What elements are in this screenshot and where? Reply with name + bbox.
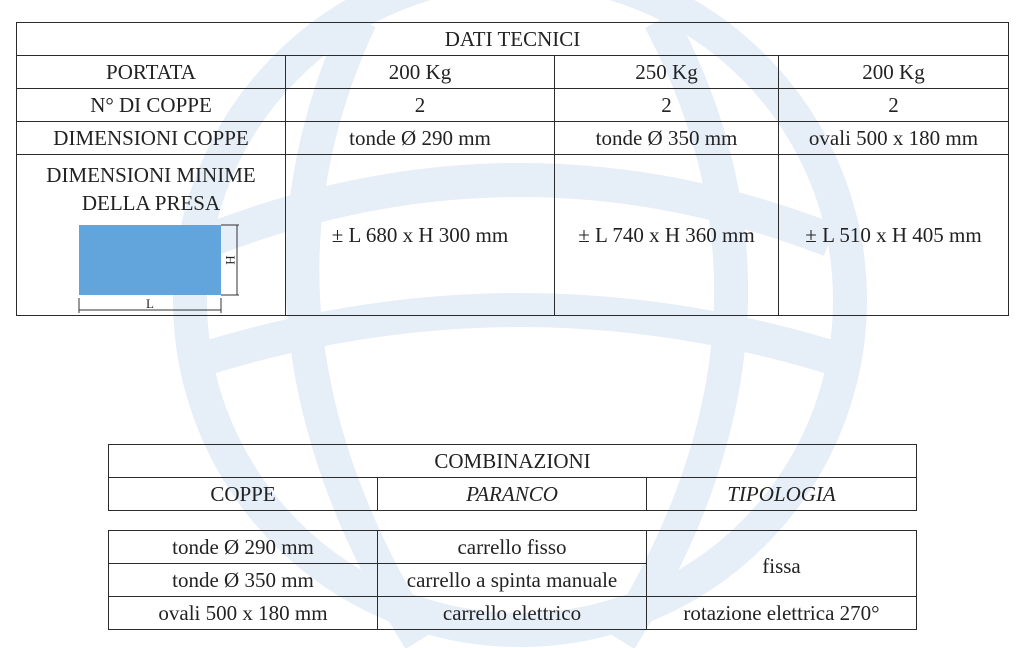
table-cell: tonde Ø 290 mm: [286, 122, 555, 155]
table-row: [109, 531, 917, 564]
combinations-table: [108, 530, 917, 630]
table-cell: ± L 740 x H 360 mm: [555, 155, 779, 316]
row-label: PORTATA: [17, 56, 286, 89]
row-label: [17, 155, 286, 316]
table-cell: carrello a spinta manuale: [378, 564, 647, 597]
table-cell: tonde Ø 350 mm: [555, 122, 779, 155]
table-cell: ovali 500 x 180 mm: [779, 122, 1009, 155]
table-row: [109, 597, 917, 630]
table-header-row: [17, 23, 1009, 56]
row-label: DIMENSIONI COPPE: [17, 122, 286, 155]
table-row: [17, 56, 1009, 89]
table-cell: 200 Kg: [779, 56, 1009, 89]
technical-data-table: [16, 22, 1009, 316]
width-label: L: [146, 296, 154, 311]
table-cell: ± L 510 x H 405 mm: [779, 155, 1009, 316]
table-cell: rotazione elettrica 270°: [647, 597, 917, 630]
table-title: COMBINAZIONI: [109, 445, 917, 478]
table-row: [17, 89, 1009, 122]
table-cell: 2: [555, 89, 779, 122]
table-cell: ± L 680 x H 300 mm: [286, 155, 555, 316]
row-label: N° DI COPPE: [17, 89, 286, 122]
height-label: H: [223, 255, 238, 265]
table-header-row: [109, 478, 917, 511]
table-cell: 250 Kg: [555, 56, 779, 89]
table-cell: carrello elettrico: [378, 597, 647, 630]
grip-label-line1: DIMENSIONI MINIME: [46, 163, 256, 187]
combinations-header-table: [108, 444, 917, 511]
table-cell: 2: [286, 89, 555, 122]
grip-label-line2: DELLA PRESA: [81, 191, 221, 215]
table-header-row: [109, 445, 917, 478]
column-header: PARANCO: [378, 478, 647, 511]
table-cell: tonde Ø 350 mm: [109, 564, 378, 597]
table-cell: carrello fisso: [378, 531, 647, 564]
table-cell: ovali 500 x 180 mm: [109, 597, 378, 630]
grip-area-rect: [79, 225, 221, 295]
table-title: DATI TECNICI: [17, 23, 1009, 56]
table-cell: fissa: [647, 531, 917, 597]
table-cell: tonde Ø 290 mm: [109, 531, 378, 564]
column-header: COPPE: [109, 478, 378, 511]
table-row: [17, 155, 1009, 316]
grip-dimension-diagram: [61, 223, 241, 315]
table-row: [17, 122, 1009, 155]
table-cell: 200 Kg: [286, 56, 555, 89]
column-header: TIPOLOGIA: [647, 478, 917, 511]
table-cell: 2: [779, 89, 1009, 122]
